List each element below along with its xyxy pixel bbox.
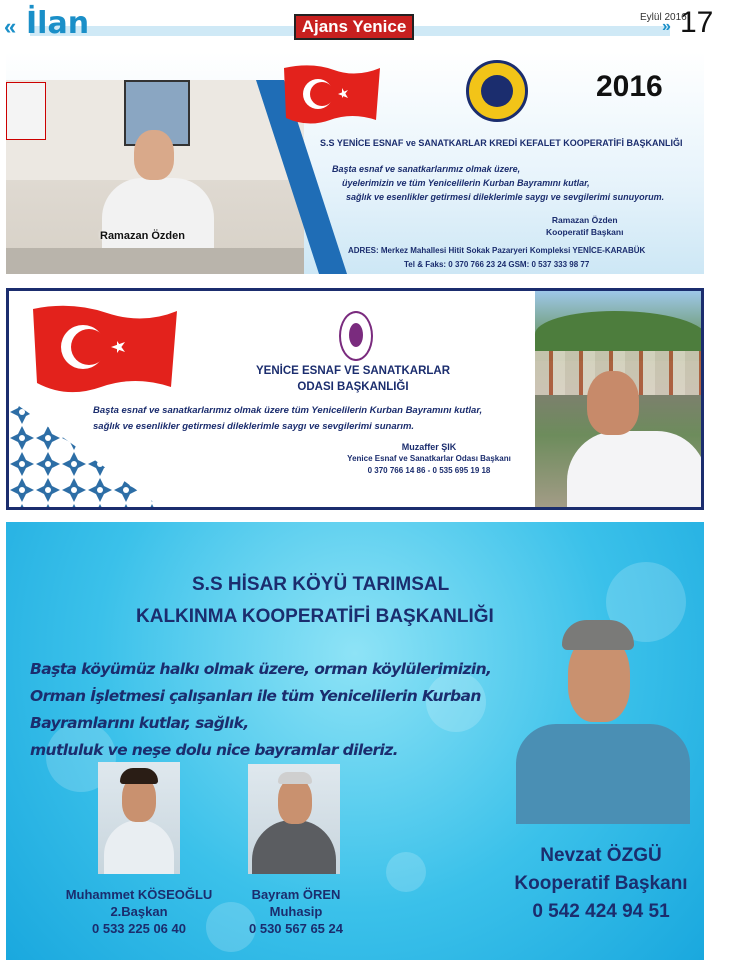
town-portrait-photo (535, 291, 704, 510)
message-line: üyelerimizin ve tüm Yenicelilerin Kurban Bayramını kutlar, (342, 178, 590, 188)
person-shirt (567, 431, 704, 510)
person-name: Bayram ÖREN (251, 887, 341, 902)
person-phone: 0 533 225 06 40 (92, 921, 186, 936)
photo-caption: Ramazan Özden (100, 230, 185, 242)
person-title: 2.Başkan (110, 904, 168, 919)
signature-title: Yenice Esnaf ve Sanatkarlar Odası Başkanı (347, 454, 511, 463)
message-line: mutluluk ve neşe dolu nice bayramlar dileriz. (30, 741, 398, 759)
signature-name: Muzaffer ŞIK (401, 442, 457, 452)
message-line: Başta köyümüz halkı olmak üzere, orman köylülerimizin, (30, 660, 492, 678)
organization-name-line1: YENİCE ESNAF VE SANATKARLAR (255, 365, 451, 377)
signature-title: Kooperatif Başkanı (546, 227, 624, 237)
section-title: İlan (26, 6, 90, 41)
cooperative-emblem-icon (466, 60, 528, 122)
person-name: Nevzat ÖZGÜ (540, 845, 662, 866)
message-line: Başta esnaf ve sanatkarlarımız olmak üzere tüm Yenicelilerin Kurban Bayramını kutlar, (93, 405, 483, 416)
turkish-flag-icon (282, 62, 382, 126)
signature-block (309, 441, 549, 477)
signature-block (546, 214, 623, 238)
person-info (46, 886, 232, 937)
decor-bubble (386, 852, 426, 892)
phone-line: Tel & Faks: 0 370 766 23 24 GSM: 0 537 333 98 77 (404, 260, 590, 269)
person-info (226, 886, 366, 937)
message-line: sağlık ve esenlikler getirmesi dileklerimle saygı ve sevgilerimi sunuyorum. (346, 192, 665, 202)
person-photo (516, 614, 690, 824)
year-label: 2016 (596, 70, 663, 103)
person-phone: 0 530 567 65 24 (249, 921, 343, 936)
signature-name: Ramazan Özden (551, 215, 618, 225)
message-line: Başta esnaf ve sanatkarlarımız olmak üzere, (332, 164, 521, 174)
greeting-message (30, 656, 550, 764)
organization-name-line2: ODASI BAŞKANLIĞI (297, 381, 409, 393)
person-title: Muhasip (269, 904, 323, 919)
ad-tradesmen-chamber (6, 288, 704, 510)
ad-hisar-cooperative (6, 522, 704, 960)
greeting-message (332, 162, 682, 204)
message-line: sağlık ve esenlikler getirmesi dileklerimle saygı ve sevgilerimi sunarım. (93, 421, 415, 432)
title-line1: S.S HİSAR KÖYÜ TARIMSAL (192, 574, 450, 595)
office-desk (6, 248, 304, 274)
person-head (587, 371, 639, 435)
greeting-message (93, 403, 543, 435)
person-head (134, 130, 174, 180)
person-phone: 0 542 424 94 51 (532, 901, 670, 922)
person-photo (98, 762, 180, 874)
turkish-flag-icon (31, 303, 179, 393)
issue-date: Eylül 2016 (640, 12, 687, 23)
signature-phone: 0 370 766 14 86 - 0 535 695 19 18 (367, 466, 491, 475)
chamber-emblem-icon (339, 311, 373, 361)
chevron-right-icon: » (662, 18, 668, 35)
title-line2: KALKINMA KOOPERATİFİ BAŞKANLIĞI (136, 606, 494, 627)
wall-calendar (6, 82, 46, 140)
person-name: Muhammet KÖSEOĞLU (65, 887, 213, 902)
chevron-left-icon: « (4, 14, 14, 39)
organization-name: S.S YENİCE ESNAF ve SANATKARLAR KREDİ KEFALET KOOPERATİFİ BAŞKANLIĞI (320, 138, 683, 148)
person-title: Kooperatif Başkanı (514, 873, 688, 894)
ad-credit-cooperative (6, 52, 704, 274)
page-number: 17 (680, 6, 714, 39)
message-line: Orman İşletmesi çalışanları ile tüm Yenicelilerin Kurban Bayramlarını kutlar, sağlık, (30, 687, 481, 732)
person-photo (248, 764, 340, 874)
person-info (486, 842, 704, 926)
address-line: ADRES: Merkez Mahallesi Hitit Sokak Pazaryeri Kompleksi YENİCE-KARABÜK (348, 246, 646, 255)
page-header (0, 0, 732, 46)
publication-logo: Ajans Yenice (294, 14, 414, 40)
